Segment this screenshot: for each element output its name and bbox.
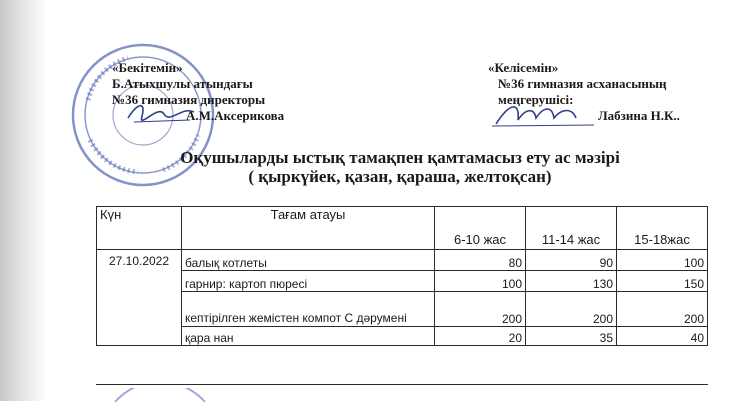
- dish-name: гарнир: картоп пюресі: [182, 271, 435, 292]
- table-row: [97, 271, 708, 292]
- header-dish: Тағам атауы: [182, 207, 435, 250]
- portion-6-10: 80: [435, 250, 526, 271]
- dish-name: қара нан: [182, 327, 435, 346]
- table-row: [97, 292, 708, 327]
- portion-15-18: 40: [617, 327, 708, 346]
- portion-15-18: 100: [617, 250, 708, 271]
- header-day: Күн: [97, 207, 182, 250]
- document-title: [170, 148, 630, 186]
- portion-11-14: 130: [526, 271, 617, 292]
- portion-6-10: 100: [435, 271, 526, 292]
- dish-name: кептірілген жемістен компот С дәрумені: [182, 292, 435, 327]
- portion-11-14: 90: [526, 250, 617, 271]
- portion-6-10: 200: [435, 292, 526, 327]
- title-line1: Оқушыларды ыстық тамақпен қамтамасыз ету ас мәзірі: [180, 148, 620, 167]
- bottom-rule: [96, 384, 708, 385]
- table-row: [97, 327, 708, 346]
- partial-stamp-icon: [110, 388, 210, 402]
- approval-left-line2: №36 гимназия директоры: [112, 92, 266, 107]
- header-age-11-14: 11-14 жас: [526, 207, 617, 250]
- portion-11-14: 200: [526, 292, 617, 327]
- manager-signature-icon: [490, 98, 600, 128]
- dish-name: балық котлеты: [182, 250, 435, 271]
- approval-right-line1: №36 гимназия асханасының: [498, 76, 667, 91]
- portion-11-14: 35: [526, 327, 617, 346]
- title-line2: ( қыркүйек, қазан, қараша, желтоқсан): [248, 167, 552, 186]
- header-age-6-10: 6-10 жас: [435, 207, 526, 250]
- portion-15-18: 150: [617, 271, 708, 292]
- approval-left-line1: Б.Атыхшулы атындағы: [112, 76, 253, 91]
- portion-15-18: 200: [617, 292, 708, 327]
- menu-table: [96, 206, 708, 346]
- approval-right-line2: меңгерушісі:: [498, 92, 574, 107]
- approval-left-name: А.М.Аксерикова: [186, 108, 285, 123]
- director-signature-icon: [124, 96, 204, 126]
- header-age-15-18: 15-18жас: [617, 207, 708, 250]
- portion-6-10: 20: [435, 327, 526, 346]
- table-header-row: [97, 207, 708, 250]
- date-cell: 27.10.2022: [97, 250, 182, 346]
- approval-right-heading: «Келісемін»: [488, 60, 559, 75]
- approval-right-name: Лабзина Н.К..: [598, 108, 680, 123]
- approval-left-heading: «Бекітемін»: [112, 60, 183, 75]
- table-row: [97, 250, 708, 271]
- scan-shadow: [0, 0, 48, 401]
